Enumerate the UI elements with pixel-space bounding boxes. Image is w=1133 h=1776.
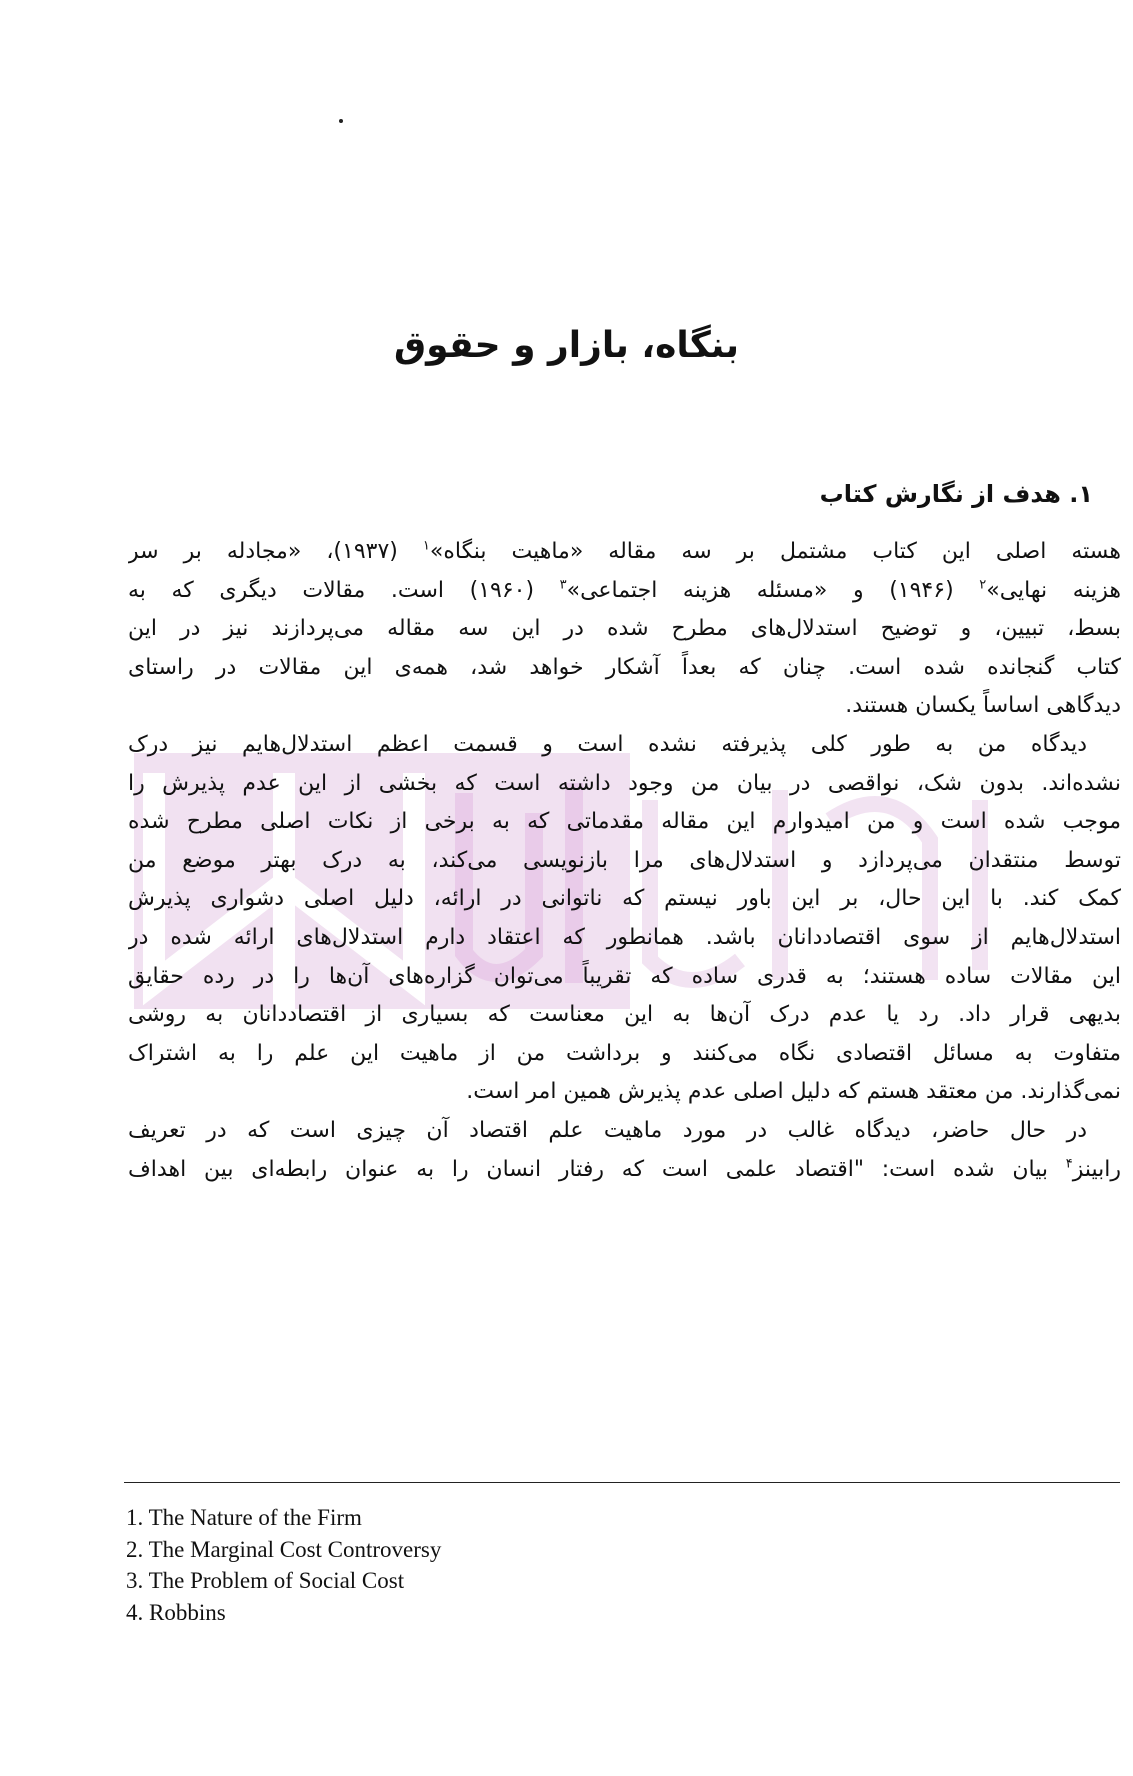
text-line [128,572,1121,611]
text-segment: بدیهی قرار داد. رد یا عدم درک آن‌ها به این معناست که بسیاری از اقتصاددانان به روشی [128,1002,1121,1028]
text-segment: (۱۹۴۶) و «مسئله هزینه اجتماعی» [566,577,980,603]
footnote-divider [124,1482,1120,1483]
text-segment: بسط، تبیین، و توضیح استدلال‌های مطرح شده در این سه مقاله می‌پردازند نیز در این [128,616,1121,642]
text-segment: توسط منتقدان می‌پردازد و استدلال‌های مرا بازنویسی می‌کند، به درک بهتر موضع من [128,847,1121,873]
text-segment: (۱۹۶۰) است. مقالات دیگری که به [128,577,560,603]
text-segment: استدلال‌هایم از سوی اقتصاددانان باشد. همانطور که اعتقاد دارم استدلال‌های ارائه شده در [128,924,1121,950]
section-heading: ۱. هدف از نگارش کتاب [819,480,1093,508]
footnote-3: 3. The Problem of Social Cost [126,1568,405,1593]
text-segment: نشده‌اند. بدون شک، نواقصی در بیان من وجود داشته است که بخشی از این عدم پذیرش را [128,770,1121,796]
footnote-marker: ۳ [559,577,567,593]
text-segment: این مقالات ساده هستند؛ به قدری ساده که تقریباً می‌توان گزاره‌های آن‌ها را در رده حقایق [128,963,1121,989]
body-text [128,533,1121,1189]
text-segment: کمک کند. با این حال، بر این باور نیستم که ناتوانی در ارائه، دلیل اصلی دشواری پذیرش [128,886,1121,912]
text-segment: دیدگاهی اساساً یکسان هستند. [845,693,1121,719]
text-segment: (۱۹۳۷)، «مجادله بر سر [128,539,423,564]
text-segment: هسته اصلی این کتاب مشتمل بر سه مقاله «ماهیت بنگاه» [429,539,1121,564]
text-line [128,1112,1121,1151]
footnote-1: 1. The Nature of the Firm [126,1505,362,1530]
text-line [128,1151,1121,1190]
text-line [128,610,1121,649]
footnotes [126,1502,441,1628]
text-segment: موجب شده است و من امیدوارم این مقاله مقدماتی که به برخی از نکات اصلی مطرح شده [128,809,1121,835]
text-line [128,765,1121,804]
footnote-marker: ۴ [1065,1156,1073,1172]
footnote-4: 4. Robbins [126,1599,226,1625]
text-line [128,996,1121,1035]
text-line [128,726,1121,765]
text-line [128,533,1121,572]
text-line [128,880,1121,919]
text-line [128,1073,1121,1112]
text-line [128,1035,1121,1074]
text-segment: نمی‌گذارند. من معتقد هستم که دلیل اصلی عدم پذیرش همین امر است. [466,1079,1121,1105]
footnote-2: 2. The Marginal Cost Controversy [126,1536,442,1562]
text-segment: هزینه نهایی» [986,577,1121,603]
chapter-title: بنگاه، بازار و حقوق [393,325,739,366]
text-segment: کتاب گنجانده شده است. چنان که بعداً آشکار خواهد شد، همه‌ی این مقالات در راستای [128,654,1121,680]
text-segment: رابینز [1072,1156,1121,1182]
text-line [128,687,1121,726]
text-line [128,803,1121,842]
text-segment: متفاوت به مسائل اقتصادی نگاه می‌کنند و برداشت من از ماهیت این علم را به اشتراک [128,1040,1121,1066]
text-segment: دیدگاه من به طور کلی پذیرفته نشده است و قسمت اعظم استدلال‌هایم نیز درک [128,731,1087,757]
text-segment: بیان شده است: "اقتصاد علمی است که رفتار انسان را به عنوان رابطه‌ای بین اهداف [128,1156,1066,1182]
footnote-marker: ۱ [422,538,430,554]
text-segment: در حال حاضر، دیدگاه غالب در مورد ماهیت علم اقتصاد آن چیزی است که در تعریف [128,1117,1087,1143]
text-line [128,958,1121,997]
stray-dot [339,119,343,123]
text-line [128,919,1121,958]
footnote-marker: ۲ [979,577,987,593]
text-line [128,842,1121,881]
text-line [128,649,1121,688]
